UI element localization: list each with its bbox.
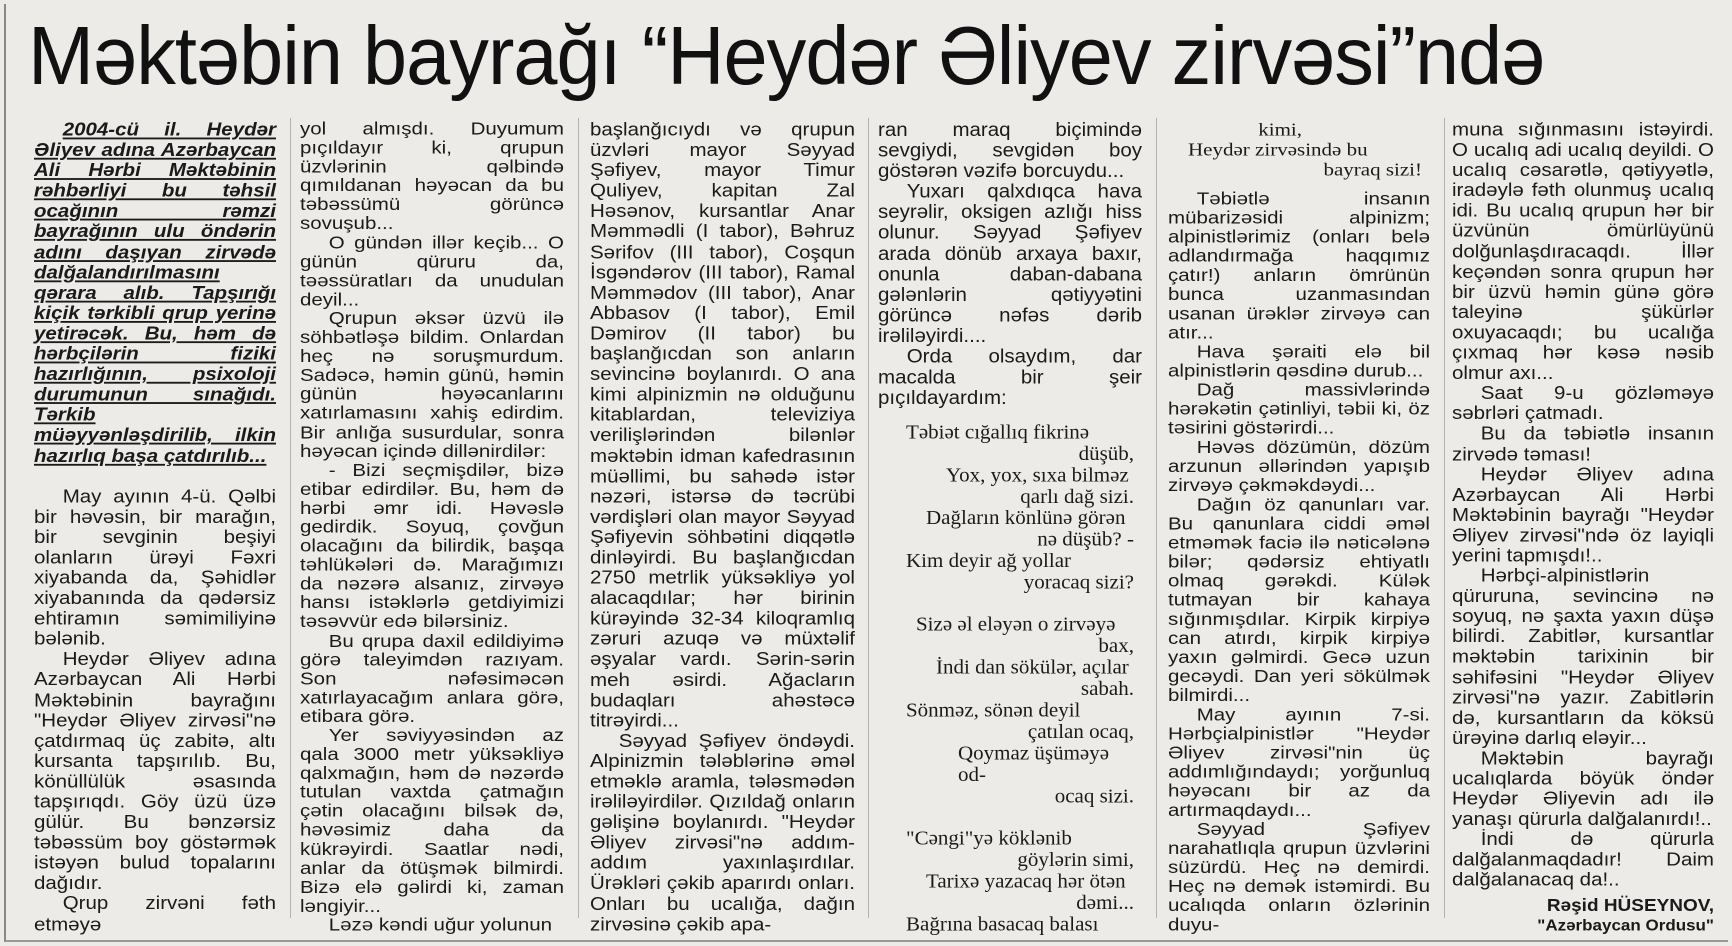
poem-line: Sönməz, sönən deyil bbox=[906, 699, 1081, 722]
paragraph: muna sığınmasını istəyirdi. O ucalıq adi ucalıq deyildi. O ucalıq cəsarətlə, qətiyyətlə, iradəylə fəth olunmuş ucalıq idi. Bu ucalıq qrupun hər bir üzvünün ömürlüyünü dolğunlaşdıracaqdı. İllər keçəndən sonra qrupun hər bir üzvü həmin günə görə taleyinə şükürlər oxuyacaqdı; bu ucalığa çıxmaq hər kəsə nəsib olmur axı... bbox=[1452, 119, 1714, 384]
column-6 bbox=[1452, 120, 1714, 935]
poem-line: İndi dan sökülər, açılar bbox=[936, 656, 1129, 679]
paragraph: May ayının 4-ü. Qəlbi bir həvəsin, bir marağın, bir sevginin beşiyi olanların ürəyi Fəxri xiyabanda da, Şəhidlər xiyabanında da qədərsiz ehtiramın səmimiliyinə bələnib. bbox=[34, 485, 276, 650]
poem-line: nə düşüb? - bbox=[1037, 528, 1134, 551]
poem-line: Yox, yox, sıxa bilməz bbox=[946, 463, 1129, 487]
paragraph: Dağ massivlərində hərəkətin çətinliyi, təbii ki, öz təsirini göstərirdi... bbox=[1168, 380, 1430, 439]
article-lead: 2004-cü il. Heydər Əliyev adına Azərbaycan Ali Hərbi Məktəbinin rəhbərliyi bu təhsil ocağının rəmzi bayrağının ulu öndərin adını daşıyan zirvədə dalğalandırılmasını qərara alıb. Tapşırığı kiçik tərkibli qrup yerinə yetirəcək. Bu, həm də hərbçilərin fiziki hazırlığının, psixoloji durumunun sınağıdı. Tərkib müəyyənləşdirilib, ilkin hazırlıq başa çatdırılıb... bbox=[34, 119, 276, 467]
paragraph: Bu da təbiətlə insanın zirvədə təması! bbox=[1452, 423, 1714, 465]
paragraph: - Bizi seçmişdilər, bizə etibar edirdilər. Bu, həm də hərbi əmr idi. Həvəslə gedirdik. Soyuq, çovğun olacağını da bilirdik, başqa təhlükələri də. Marağımızı da nəzərə alsanız, zirvəyə hansı istəklərlə getdiyimizi təsəvvür edə bilərsiniz. bbox=[300, 460, 564, 632]
paragraph: İndi də qürurla dalğalanmaqdadır! Daim dalğalanacaq da!.. bbox=[1452, 828, 1714, 891]
paragraph: Yer səviyyəsindən az qala 3000 metr yüksəkliyə qalxmağın, həm də nəzərdə tutulan vaxtda çatmağın çətin olacağını bilsək də, həvəsimiz daha da kükrəyirdi. Saatlar nədi, anlar da ötüşmək bilmirdi. Bizə elə gəlirdi ki, zaman ləngiyir... bbox=[300, 725, 564, 916]
column-divider bbox=[1156, 118, 1157, 918]
poem-line: Tarixə yazacaq hər ötən bbox=[926, 869, 1126, 893]
poem-line: düşüb, bbox=[1078, 442, 1134, 465]
paragraph: O gündən illər keçib... O günün qüruru da, təəssüratları da unudulan deyil... bbox=[300, 232, 564, 310]
column-divider bbox=[868, 118, 869, 918]
poem-line: çatılan ocaq, bbox=[1027, 720, 1134, 744]
article-headline: Məktəbin bayrağı “Heydər Əliyev zirvəsi”ndə bbox=[28, 9, 1545, 102]
poem-line: göylərin simi, bbox=[1017, 848, 1134, 871]
poem-line: kimi, bbox=[1258, 119, 1302, 140]
paragraph: Bu qrupa daxil edildiyimə görə taleyimdən razıyam. Son nəfəsiməcən xatırlayacağım anlara görə, etibara görə. bbox=[300, 630, 564, 727]
poem-line: dəmi... bbox=[1076, 891, 1134, 914]
column-5 bbox=[1168, 120, 1430, 935]
paragraph: Qrup zirvəni fəth etməyə bbox=[34, 892, 276, 935]
poem-line: Qoymaz üşüməyə od- bbox=[958, 742, 1110, 786]
column-divider bbox=[290, 118, 291, 918]
paragraph: Heydər Əliyev adına Azərbaycan Ali Hərbi Məktəbinin bayrağını "Heydər Əliyev zirvəsi"nə çatdırmaq üç zabitə, altı kursanta tapşırılıb. Bu, könüllülük əsasında tapşırıqdı. Göy üzü üzə gülür. Bu bənzərsiz təbəssüm boy göstərmək istəyən bulud topalarını dağıdır. bbox=[34, 648, 276, 894]
poem-line: qarlı dağ sizi. bbox=[1020, 485, 1134, 508]
column-4 bbox=[878, 120, 1142, 935]
paragraph: Təbiətlə insanın mübarizəsidi alpinizm; alpinistlərimiz (onları belə adlandırmağa haqqımız çatır!) anların ömrünün bunca uzanmasından usanan ürəklər zirvəyə can atır... bbox=[1168, 189, 1430, 343]
paragraph: Qrupun əksər üzvü ilə söhbətləşə bildim. Onlardan heç nə soruşmurdum. Sadəcə, həmin günü, həmin günün həyəcanlarını xatırlamasını xahiş edirdim. Bir anlığa susurdular, sonra həyəcan içində dillənirdilər: bbox=[300, 308, 564, 462]
poem-line: Sizə əl eləyən o zirvəyə bbox=[916, 613, 1116, 636]
paragraph: ran maraq biçimində sevgiydi, sevgidən boy göstərən vəzifə borcuydu... bbox=[878, 119, 1142, 182]
paragraph: Heydər Əliyev adına Azərbaycan Ali Hərbi Məktəbinin bayrağı "Heydər Əliyev zirvəsi"ndə öz layiqli yerini tapmışdı!.. bbox=[1452, 463, 1714, 567]
poem-line: bayraq sizi! bbox=[1323, 158, 1422, 180]
poem-line: bax, bbox=[1098, 634, 1134, 658]
poem-line: Təbiət cığallıq fikrinə bbox=[906, 420, 1090, 444]
poem-line: "Cəngi"yə köklənib bbox=[906, 827, 1072, 850]
poem-line: Dağların könlünə görən bbox=[926, 506, 1126, 530]
paragraph: Yuxarı qalxdıqca hava seyrəlir, oksigen azlığı hiss olunur. Səyyad Şəfiyev arada dönüb arxaya baxır, onunla daban-dabana gələnlərin qətiyyətini görüncə nəfəs dərib irəliləyirdi.... bbox=[878, 180, 1142, 347]
paragraph: Ləzə kəndi uğur yolunun bbox=[328, 915, 553, 935]
poem-line: sabah. bbox=[1080, 677, 1134, 701]
paragraph: yol almışdı. Duyumum pıçıldayır ki, qrupun üzvlərinin qəlbində qımıldanan həyəcan da bu təbəssümü görüncə sovuşub... bbox=[300, 119, 564, 234]
poem-line: ocaq sizi. bbox=[1054, 785, 1134, 808]
paragraph: Həvəs dözümün, dözüm arzunun əllərindən yapışıb zirvəyə çəkməkdəydi... bbox=[1168, 437, 1430, 496]
paragraph: Dağın öz qanunları var. Bu qanunlara ciddi əməl etməmək faciə ilə nəticələnə bilər; qədərsiz ehtiyatlı olmaq gərəkdi. Külək tutmayan bir kahaya sığınmışdılar. Kirpik kirpiyə can atırdı, kirpik kirpiyə yaxın gəlmirdi. Gecə uzun gecəydi. Dan yeri sökülmək bilmirdi... bbox=[1168, 494, 1430, 706]
poem-line: Heydər zirvəsində bu bbox=[1188, 139, 1368, 160]
column-2 bbox=[300, 120, 564, 935]
poem-line: Bağrına basacaq balası bbox=[906, 912, 1099, 936]
column-divider bbox=[578, 118, 579, 918]
poem-line: yoracaq sizi? bbox=[1023, 571, 1134, 594]
paragraph: Məktəbin bayrağı ucalıqlarda böyük öndər Heydər Əliyevin adı ilə yanaşı qürurla dalğalanırdı!.. bbox=[1452, 747, 1714, 830]
poem-continued bbox=[1168, 120, 1430, 180]
poem bbox=[878, 422, 1142, 935]
column-3 bbox=[590, 120, 855, 935]
paragraph: Hava şəraiti elə bil alpinistlərin qəsdinə durub... bbox=[1168, 341, 1430, 381]
paragraph: başlanğıcıydı və qrupun üzvləri mayor Səyyad Şəfiyev, mayor Timur Quliyev, kapitan Zal Həsənov, kursantlar Anar Məmmədli (I tabor), Bəhruz Sərifov (III tabor), Coşqun İsgəndərov (III tabor), Ramal Məmmədov (III tabor), Anar Abbasov (I tabor), Emil Dəmirov (II tabor) bu başlanğıcdan son anların sevincinə boylanırdı. O ana kimi alpinizmin nə olduğunu kitablardan, televiziya verilişlərindən bilənlər məktəbin idman kafedrasının müəllimi, bu sahədə istər nəzəri, istərsə də təcrübi vərdişləri olan mayor Səyyad Şəfiyevin söhbətini diqqətlə dinləyirdi. Bu başlanğıcdan 2750 metrlik yüksəkliyə yol alacaqdılar; hər birinin kürəyində 32-34 kiloqramlıq zəruri azuqə və müxtəlif əşyalar vardı. Sərin-sərin meh əsirdi. Ağacların budaqları ahəstəcə titrəyirdi... bbox=[590, 119, 855, 731]
paragraph: Səyyad Şəfiyev narahatlıqla qrupun üzvlərini süzürdü. Heç nə demirdi. Heç nə demək istəmirdi. Bu ucalıqda onların özlərinin duyu- bbox=[1168, 819, 1430, 935]
column-divider bbox=[1444, 118, 1445, 918]
author-byline: Rəşid HÜSEYNOV, bbox=[1546, 896, 1714, 916]
poem-line: Kim deyir ağ yollar bbox=[906, 549, 1072, 573]
paragraph: Səyyad Şəfiyev öndəydi. Alpinizmin tələblərinə əməl etməklə aramla, tələsmədən irəliləyirdilər. Qızıldağ onların gəlişinə boylanırdı. "Heydər Əliyev zirvəsi"nə addım-addım yaxınlaşırdılar. Ürəkləri çəkib aparırdı onları. Onları bu ucalığa, dağın zirvəsinə çəkib apa- bbox=[590, 730, 855, 935]
paragraph: May ayının 7-si. Hərbçialpinistlər "Heydər Əliyev zirvəsi"nin üç addımlığındaydı; yorğunluq həyəcanı bir az da artırmaqdaydı... bbox=[1168, 704, 1430, 821]
paragraph: Saat 9-u gözləməyə səbrləri çatmadı. bbox=[1452, 382, 1714, 425]
source-publication: "Azərbaycan Ordusu" bbox=[1537, 916, 1714, 934]
paragraph: Hərbçi-alpinistlərin qüruruna, sevincinə nə soyuq, nə şaxta yaxın düşə bilirdi. Zabitlər, kursantlar məktəbin tarixinin bir səhifəsini "Heydər Əliyev zirvəsi"nə yazır. Zabitlərin də, kursantların da köksü ürəyinə darlıq eləyir... bbox=[1452, 565, 1714, 749]
column-1 bbox=[34, 120, 276, 935]
paragraph: Orda olsaydım, dar macalda bir şeir pıçıldayardım: bbox=[878, 345, 1142, 409]
